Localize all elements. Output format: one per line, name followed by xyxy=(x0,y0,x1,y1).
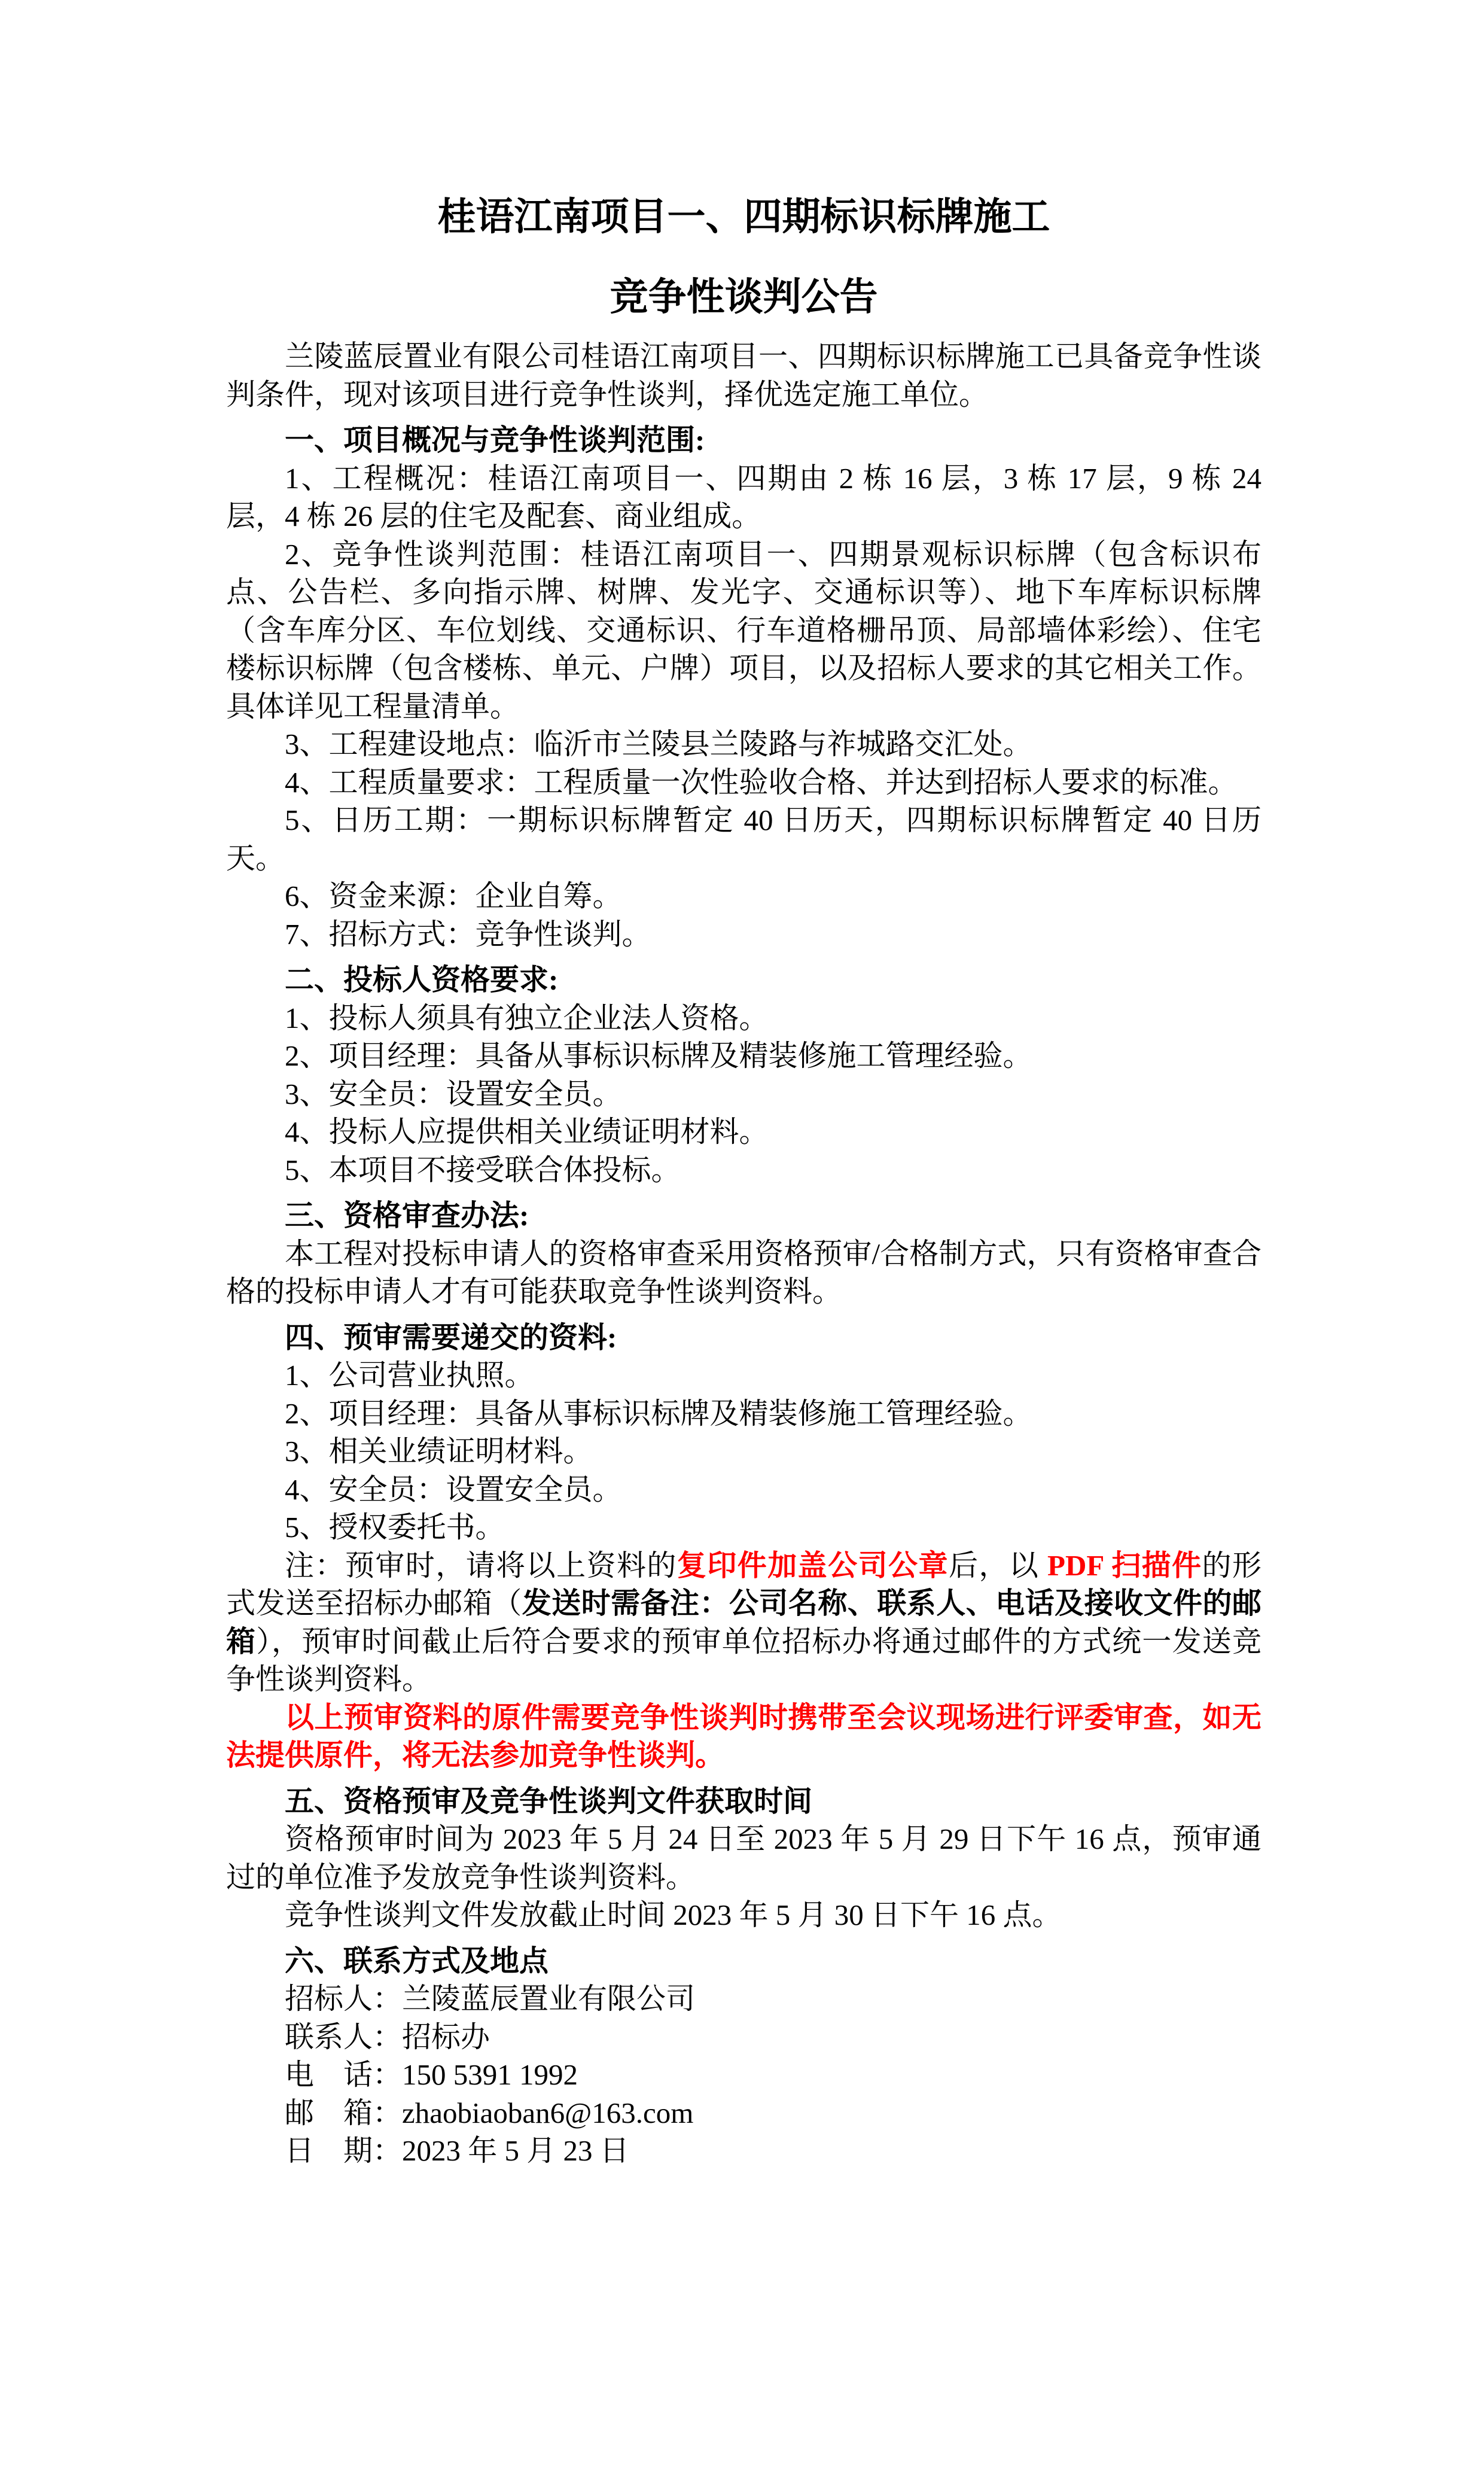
list-item: 2、竞争性谈判范围：桂语江南项目一、四期景观标识标牌（包含标识布点、公告栏、多向指示牌、树牌、发光字、交通标识等）、地下车库标识标牌（含车库分区、车位划线、交通标识、行车道格栅吊顶、局部墙体彩绘）、住宅楼标识标牌（包含楼栋、单元、户牌）项目，以及招标人要求的其它相关工作。具体详见工程量清单。 xyxy=(226,537,1261,723)
note-run: ），预审时间截止后符合要求的预审单位招标办将通过邮件的方式统一发送竞争性谈判资料。 xyxy=(226,1624,1261,1696)
note-run: 后，以 xyxy=(948,1548,1048,1582)
list-item: 本工程对投标申请人的资格审查采用资格预审/合格制方式，只有资格审查合格的投标申请人才有可能获取竞争性谈判资料。 xyxy=(226,1237,1261,1308)
list-item: 5、本项目不接受联合体投标。 xyxy=(285,1153,681,1186)
note-run: 注：预审时，请将以上资料的 xyxy=(285,1548,677,1582)
note-run-bold: 发送时需备注：公司名称、联系人、电话及接收文件的邮箱 xyxy=(226,1587,1261,1658)
section-prequalification-materials-heading: 四、预审需要递交的资料: xyxy=(285,1320,617,1354)
contact-date: 日 期：2023 年 5 月 23 日 xyxy=(285,2134,629,2167)
list-item: 1、公司营业执照。 xyxy=(285,1359,534,1392)
contact-person: 联系人：招标办 xyxy=(285,2020,490,2053)
warning-paragraph: 以上预审资料的原件需要竞争性谈判时携带至会议现场进行评委审查，如无法提供原件，将无法参加竞争性谈判。 xyxy=(226,1700,1261,1772)
section-contact-info-heading: 六、联系方式及地点 xyxy=(285,1944,549,1977)
contact-tenderer: 招标人：兰陵蓝辰置业有限公司 xyxy=(285,1982,696,2015)
list-item: 6、资金来源：企业自筹。 xyxy=(285,880,622,912)
section-bidder-qualifications xyxy=(226,961,1261,1189)
document-content xyxy=(226,177,1261,2170)
section-bidder-qualifications-heading: 二、投标人资格要求: xyxy=(285,963,559,996)
section-document-acquisition-time-heading: 五、资格预审及竞争性谈判文件获取时间 xyxy=(285,1784,813,1818)
list-item: 4、工程质量要求：工程质量一次性验收合格、并达到招标人要求的标准。 xyxy=(285,765,1238,799)
list-item: 3、工程建设地点：临沂市兰陵县兰陵路与祚城路交汇处。 xyxy=(285,728,1032,760)
intro-paragraph: 兰陵蓝辰置业有限公司桂语江南项目一、四期标识标牌施工已具备竞争性谈判条件，现对该项目进行竞争性谈判，择优选定施工单位。 xyxy=(226,340,1261,411)
section-contact-info xyxy=(226,1942,1261,2170)
note-run: 的形式发送至招标办邮箱（ xyxy=(226,1548,1261,1620)
list-item: 1、工程概况：桂语江南项目一、四期由 2 栋 16 层，3 栋 17 层，9 栋 24 层，4 栋 26 层的住宅及配套、商业组成。 xyxy=(226,461,1261,532)
list-item: 4、投标人应提供相关业绩证明材料。 xyxy=(285,1115,769,1148)
section-qualification-review xyxy=(226,1197,1261,1311)
list-item: 1、投标人须具有独立企业法人资格。 xyxy=(285,1001,769,1034)
list-item: 3、相关业绩证明材料。 xyxy=(285,1435,593,1468)
list-item: 5、日历工期：一期标识标牌暂定 40 日历天，四期标识标牌暂定 40 日历天。 xyxy=(226,804,1261,875)
contact-phone: 电 话：150 5391 1992 xyxy=(285,2058,578,2091)
list-item: 3、安全员：设置安全员。 xyxy=(285,1077,622,1110)
list-item: 7、招标方式：竞争性谈判。 xyxy=(285,917,651,951)
note-run-red: PDF 扫描件 xyxy=(1047,1548,1202,1582)
list-item: 2、项目经理：具备从事标识标牌及精装修施工管理经验。 xyxy=(285,1039,1032,1072)
list-item: 竞争性谈判文件发放截止时间 2023 年 5 月 30 日下午 16 点。 xyxy=(285,1898,1062,1931)
note-paragraph xyxy=(226,1547,1261,1699)
contact-email: 邮 箱：zhaobiaoban6@163.com xyxy=(285,2096,694,2129)
document-title-line2: 竞争性谈判公告 xyxy=(610,276,878,318)
note-run-red: 复印件加盖公司公章 xyxy=(677,1548,949,1582)
list-item: 资格预审时间为 2023 年 5 月 24 日至 2023 年 5 月 29 日下午 16 点，预审通过的单位准予发放竞争性谈判资料。 xyxy=(226,1822,1261,1894)
section-qualification-review-heading: 三、资格审查办法: xyxy=(285,1199,529,1232)
section-project-overview-heading: 一、项目概况与竞争性谈判范围: xyxy=(285,424,705,457)
document-title-line1: 桂语江南项目一、四期标识标牌施工 xyxy=(437,196,1050,238)
list-item: 4、安全员：设置安全员。 xyxy=(285,1472,622,1506)
section-document-acquisition-time xyxy=(226,1782,1261,1934)
list-item: 5、授权委托书。 xyxy=(285,1511,505,1544)
section-prequalification-materials xyxy=(226,1319,1261,1775)
list-item: 2、项目经理：具备从事标识标牌及精装修施工管理经验。 xyxy=(285,1396,1032,1430)
section-project-overview xyxy=(226,421,1261,953)
